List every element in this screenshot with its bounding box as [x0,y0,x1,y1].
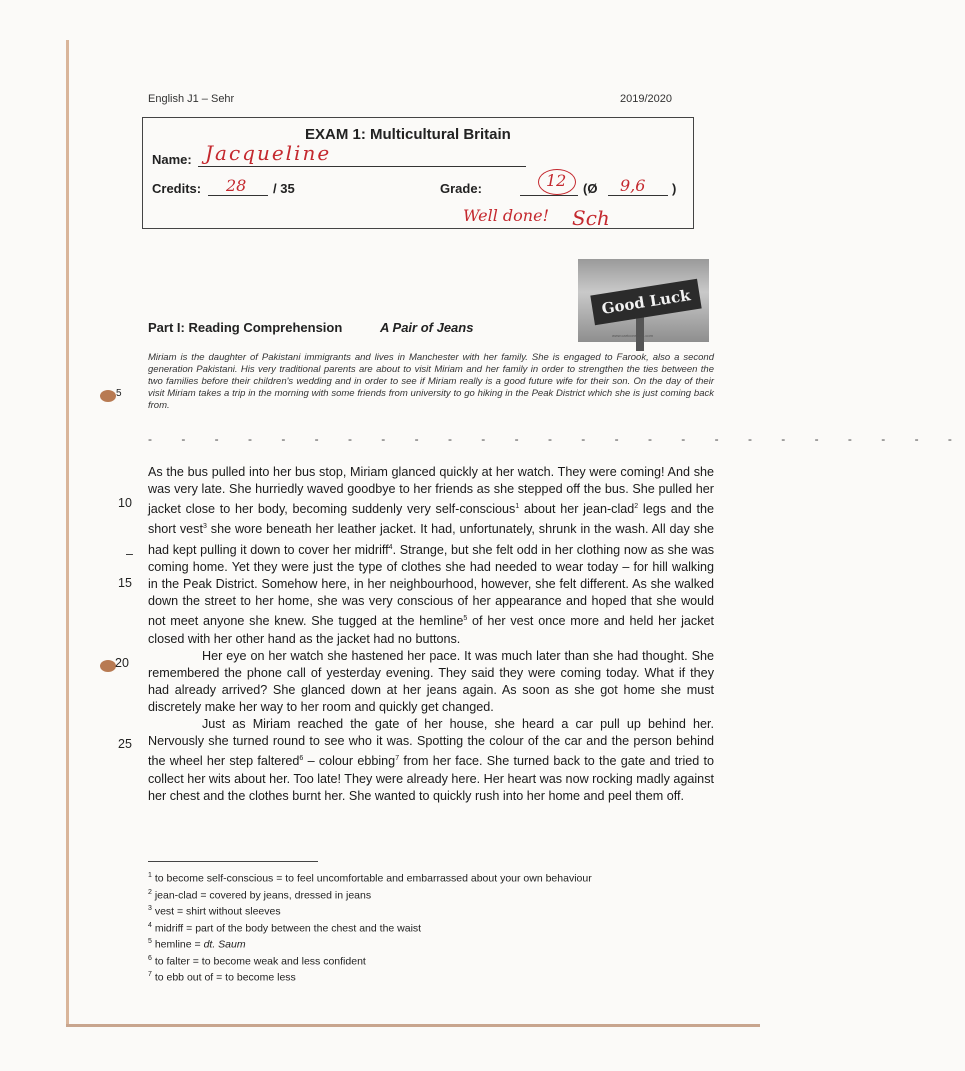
name-line [198,166,526,167]
teacher-signature: Sch [572,206,610,230]
average-suffix: ) [672,181,677,196]
footnotes [148,869,592,985]
credits-value: 28 [226,176,247,195]
grade-line [520,195,578,196]
footnote-rule [148,861,318,862]
teacher-comment: Well done! [463,206,550,225]
highlight-mark-20 [100,660,116,672]
intro-paragraph: Miriam is the daughter of Pakistani immigrants and lives in Manchester with her family. She is engaged to Farook, also a second generation Pakistani. His very traditional parents are about to visit Miriam and her family in order to strengthen the ties between the two families before their children's wedding and in order to see if Miriam really is a good future wife for their son. On the day of their visit Miriam takes a trip in the morning with some friends from university to go hiking in the Peak District which she is just coming back from. [148,352,714,411]
footnote-2: $^2$ jean-clad = covered by jeans, dressed in jeans [148,888,372,901]
line-number-10: 10 [118,496,132,510]
story-text [148,464,714,805]
story-paragraph-2: Her eye on her watch she hastened her pace. It was much later than she had thought. She remembered the phone call of yesterday evening. They said they were coming today. What if they had already arrived? She glanced down at her jeans again. As soon as she got home she must discretely make her way to her room and quickly get changed. [148,648,714,714]
image-credit: www.cartoonstock.com [612,333,653,338]
footnote-6: $^6$ to falter = to become weak and less confident [148,954,366,967]
story-title: A Pair of Jeans [380,320,474,335]
margin-dash: – [126,547,133,561]
credits-label: Credits: [152,181,202,196]
name-label: Name: [152,152,192,167]
footnote-3: $^3$ vest = shirt without sleeves [148,905,281,918]
course-label: English J1 – Sehr [148,93,235,105]
dash-separator: - - - - - - - - - - - - - - - - - - - - - - - - - [148,432,965,446]
line-number-20: 20 [115,656,129,670]
credits-total: / 35 [273,181,295,196]
name-handwritten: Jacqueline [205,141,332,165]
page-edge-bottom [66,1024,760,1027]
average-prefix: (Ø [583,181,598,196]
footnote-1: $^1$ to become self-conscious = to feel uncomfortable and embarrassed about your own behaviour [148,872,592,885]
good-luck-image [578,259,709,342]
good-luck-sign: Good Luck [590,279,701,326]
highlight-mark-5 [100,390,116,402]
footnote-4: $^4$ midriff = part of the body between the chest and the waist [148,921,422,934]
average-line [608,195,668,196]
story-paragraph-1: As the bus pulled into her bus stop, Miriam glanced quickly at her watch. They were coming! And she was very late. She hurriedly waved goodbye to her friends as she stepped off the bus. She pulled her jacket close to her body, becoming suddenly very self-conscious$^1$ about her jean-clad$^2$ legs and the short vest$^3$ she wore beneath her leather jacket. It had, unfortunately, shrunk in the wash. All day she had kept pulling it down to cover her midriff$^4$. Strange, but she felt odd in her clothing now as she was coming home. Yet they were just the type of clothes she had needed to wear today – for hill walking in the Peak District. Somehow here, in her neighbourhood, however, she felt different. As she walked down the street to her home, she was very conscious of her appearance and hoped that she would not meet anyone she knew. She tugged at the hemline$^5$ of her vest once more and held her jacket closed with her other hand as the jacket had no buttons. [148,465,714,646]
footnote-7: $^7$ to ebb out of = to become less [148,971,296,984]
line-number-5: 5 [116,388,122,399]
part-title: Part I: Reading Comprehension [148,320,343,335]
exam-title: EXAM 1: Multicultural Britain [305,126,511,143]
line-number-15: 15 [118,576,132,590]
page-edge-left [66,40,69,1025]
average-value: 9,6 [620,176,646,195]
grade-label: Grade: [440,181,482,196]
school-year: 2019/2020 [620,93,672,105]
credits-line [208,195,268,196]
footnote-5: $^5$ hemline = dt. Saum [148,938,246,951]
story-paragraph-3: Just as Miriam reached the gate of her house, she heard a car pull up behind her. Nervously she turned round to see who it was. Spotting the colour of the car and the person behind the wheel her step faltered$^6$ – colour ebbing$^7$ from her face. She turned back to the gate and tried to collect her wits about her. Too late! They were already here. Her heart was now rocking madly against her chest and the clothes burnt her. She wanted to quickly rush into her home and peel them off. [148,717,715,803]
grade-value: 12 [546,171,567,190]
line-number-25: 25 [118,737,132,751]
